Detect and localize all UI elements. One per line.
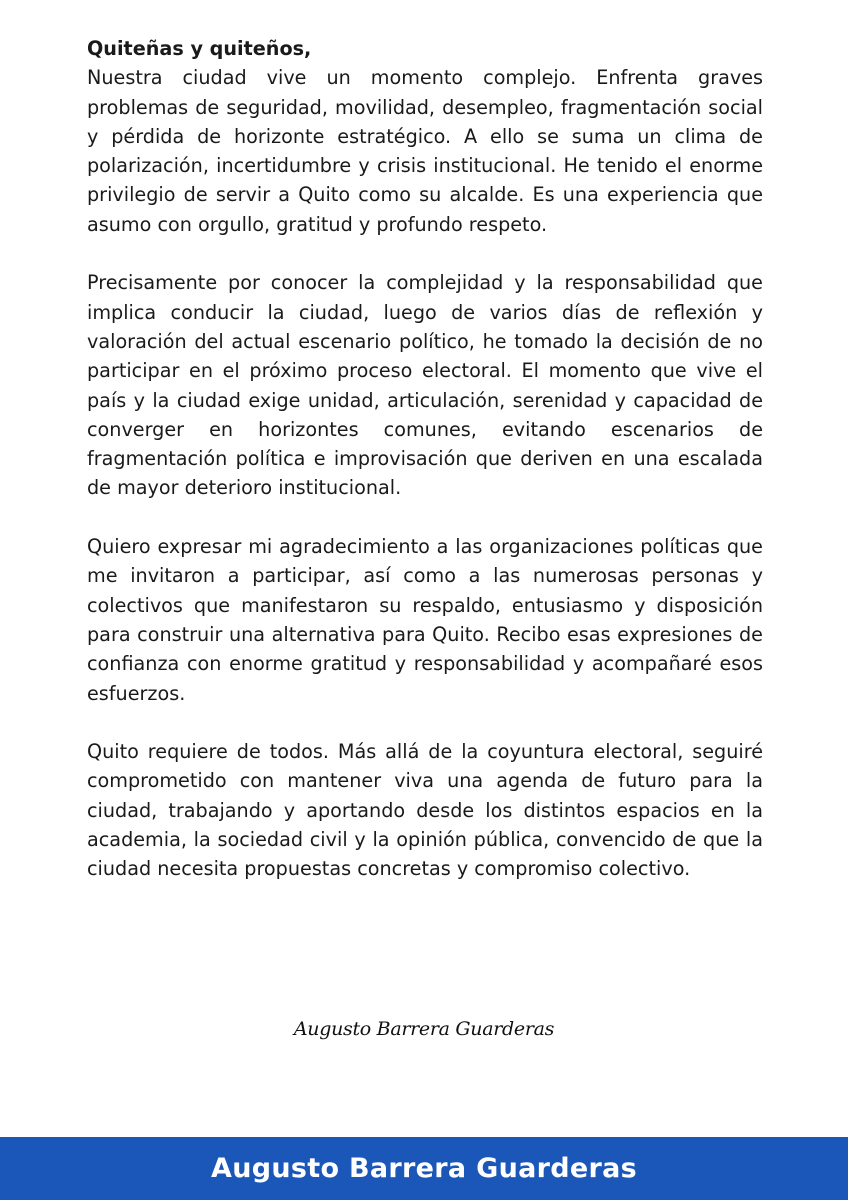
letter-paragraph: Quiero expresar mi agradecimiento a las organizaciones políticas que me invitaron a participar, así como a las numerosas personas y colectivos que manifestaron su respaldo, entusiasmo y disposición para construir una alternativa para Quito. Recibo esas expresiones de confianza con enorme gratitud y responsabilidad y acompañaré esos esfuerzos. [87,535,763,705]
footer-name: Augusto Barrera Guarderas [211,1153,637,1184]
letter-paragraph: Nuestra ciudad vive un momento complejo. Enfrenta graves problemas de seguridad, movilidad, desempleo, fragmentación social y pérdida de horizonte estratégico. A ello se suma un clima de polarización, incertidumbre y crisis institucional. He tenido el enorme privilegio de servir a Quito como su alcalde. Es una experiencia que asumo con orgullo, gratitud y profundo respeto. [87,66,763,236]
footer-banner [0,1137,848,1200]
letter-paragraph: Precisamente por conocer la complejidad y la responsabilidad que implica conducir la ciudad, luego de varios días de reflexión y valoración del actual escenario político, he tomado la decisión de no participar en el próximo proceso electoral. El momento que vive el país y la ciudad exige unidad, articulación, serenidad y capacidad de converger en horizontes comunes, evitando escenarios de fragmentación política e improvisación que deriven en una escalada de mayor deterioro institucional. [87,271,763,500]
handwritten-signature: Augusto Barrera Guarderas [293,1018,555,1040]
letter-paragraph: Quito requiere de todos. Más allá de la coyuntura electoral, seguiré comprometido con mantener viva una agenda de futuro para la ciudad, trabajando y aportando desde los distintos espacios en la academia, la sociedad civil y la opinión pública, convencido de que la ciudad necesita propuestas concretas y compromiso colectivo. [87,740,763,881]
letter-body [87,34,763,884]
letter-salutation: Quiteñas y quiteños, [87,37,312,60]
